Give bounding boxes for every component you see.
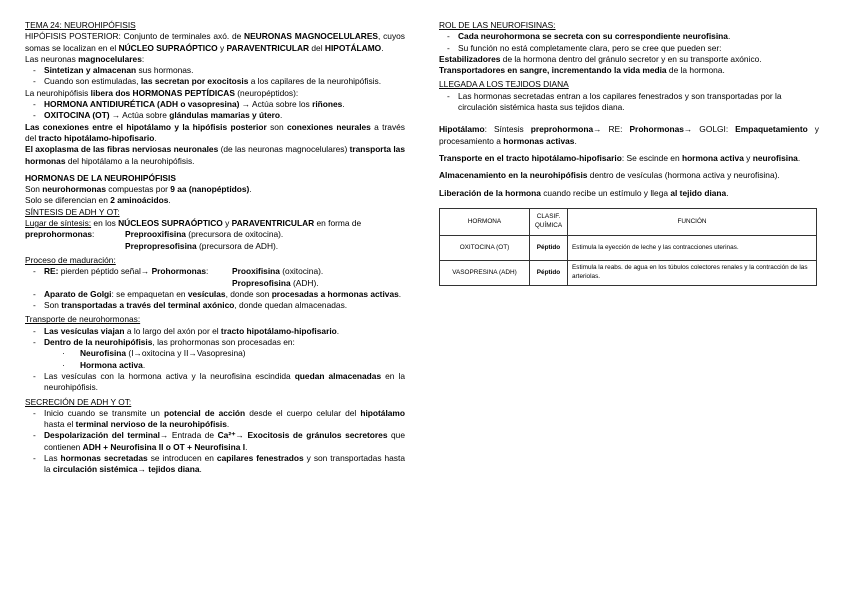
list-item: · Neurofisina (I→oxitocina y II→Vasopresina) bbox=[25, 348, 405, 359]
list-item: - Cada neurohormona se secreta con su correspondiente neurofisina. bbox=[439, 31, 819, 42]
magno-heading: Las neuronas magnocelulares: bbox=[25, 53, 145, 64]
rol-heading: ROL DE LAS NEUROFISINAS: bbox=[439, 20, 556, 30]
list-item: - Aparato de Golgi: se empaquetan en vesículas, donde son procesadas a hormonas activas. bbox=[25, 289, 405, 300]
table-row bbox=[440, 235, 817, 260]
table-cell: Estimula la reabs. de agua en los túbulos colectores renales y la contracción de las arteriolas. bbox=[568, 260, 817, 285]
list-item: - Sintetizan y almacenan sus hormonas. bbox=[25, 65, 405, 76]
prepro-2: Prepropresofisina (precursora de ADH). bbox=[125, 240, 279, 251]
prepro-1: Preprooxifisina (precursora de oxitocina). bbox=[125, 229, 284, 240]
proceso-list bbox=[25, 266, 405, 311]
transporte-sublist bbox=[25, 348, 405, 371]
hormonas-line-1: Son neurohormonas compuestas por 9 aa (nanopéptidos). bbox=[25, 184, 252, 195]
table-cell: VASOPRESINA (ADH) bbox=[440, 260, 530, 285]
intro-paragraph: HIPÓFISIS POSTERIOR: Conjunto de terminales axó. de NEURONAS MAGNOCELULARES, cuyos somas se localizan en el NÚCLEO SUPRAÓPTICO y PARAVENTRICULAR del HIPOTÁLAMO. bbox=[25, 31, 405, 53]
left-column bbox=[25, 20, 405, 476]
transporte-paragraph: Transporte en el tracto hipotálamo-hipofisario: Se escinde en hormona activa y neurofisina. bbox=[439, 152, 801, 163]
transporte-heading: Transporte de neurohormonas: bbox=[25, 314, 141, 325]
lugar-sintesis: Lugar de síntesis: en los NÚCLEOS SUPRAÓPTICO y PARAVENTRICULAR en forma de bbox=[25, 218, 362, 229]
table-header: FUNCIÓN bbox=[568, 208, 817, 235]
list-item: - HORMONA ANTIDIURÉTICA (ADH o vasopresina) → Actúa sobre los riñones. bbox=[25, 99, 405, 110]
list-item: - Son transportadas a través del terminal axónico, donde quedan almacenadas. bbox=[25, 300, 405, 311]
list-item: - RE: pierden péptido señal→ Prohormonas: Prooxifisina (oxitocina). Propresofisina (ADH). bbox=[25, 266, 405, 289]
axoplasma-paragraph: El axoplasma de las fibras nerviosas neuronales (de las neuronas magnocelulares) transporta las hormonas del hipotálamo a la neurohipófisis. bbox=[25, 144, 405, 166]
list-item: · Hormona activa. bbox=[25, 360, 405, 371]
list-item: - Su función no está completamente clara, pero se cree que pueden ser: bbox=[439, 43, 819, 54]
magno-list bbox=[25, 65, 405, 88]
liberacion-paragraph: Liberación de la hormona cuando recibe un estímulo y llega al tejido diana. bbox=[439, 187, 729, 198]
rol-estabilizadores: Estabilizadores de la hormona dentro del gránulo secretor y en su transporte axónico. bbox=[439, 53, 762, 64]
list-item: - Las vesículas viajan a lo largo del axón por el tracto hipotálamo-hipofisario. bbox=[25, 326, 405, 337]
page-title: TEMA 24: NEUROHIPÓFISIS bbox=[25, 20, 136, 30]
table-cell: Péptido bbox=[530, 260, 568, 285]
hormonas-table bbox=[439, 208, 817, 286]
right-column bbox=[439, 20, 819, 286]
conexiones-paragraph: Las conexiones entre el hipotálamo y la hipófisis posterior son conexiones neurales a través del tracto hipotálamo-hipofisario. bbox=[25, 121, 405, 143]
rol-list bbox=[439, 31, 819, 54]
libera-list bbox=[25, 99, 405, 122]
almacenamiento-paragraph: Almacenamiento en la neurohipófisis dentro de vesículas (hormona activa y neurofisina). bbox=[439, 170, 780, 181]
list-item: - Inicio cuando se transmite un potencial de acción desde el cuerpo celular del hipotálamo hasta el terminal nervioso de la neurohipófisis. bbox=[25, 408, 405, 431]
llegada-heading: LLEGADA A LOS TEJIDOS DIANA bbox=[439, 79, 569, 90]
list-item: - OXITOCINA (OT) → Actúa sobre glándulas mamarias y útero. bbox=[25, 110, 405, 121]
table-cell: Estimula la eyección de leche y las contracciones uterinas. bbox=[568, 235, 817, 260]
hipotalamo-paragraph: Hipotálamo: Síntesis preprohormona→ RE: Prohormonas→ GOLGI: Empaquetamiento y procesamiento a hormonas activas. bbox=[439, 124, 819, 146]
secrecion-heading: SECRECIÓN DE ADH Y OT: bbox=[25, 396, 132, 407]
table-header: CLASIF. QUÍMICA bbox=[530, 208, 568, 235]
table-header: HORMONA bbox=[440, 208, 530, 235]
table-cell: Péptido bbox=[530, 235, 568, 260]
rol-transportadores: Transportadores en sangre, incrementando la vida media de la hormona. bbox=[439, 65, 725, 76]
list-item: - Las vesículas con la hormona activa y la neurofisina escindida quedan almacenadas en la neurohipófisis. bbox=[25, 371, 405, 394]
table-header-row bbox=[440, 208, 817, 235]
transporte-list bbox=[25, 326, 405, 349]
list-item: - Las hormonas secretadas se introducen en capilares fenestrados y son transportadas hasta la circulación sistémica→ tejidos diana. bbox=[25, 453, 405, 476]
prepro-row: preprohormonas: Preprooxifisina (precursora de oxitocina). Prepropresofisina (precursora de ADH). bbox=[25, 229, 284, 251]
proceso-heading: Proceso de maduración: bbox=[25, 254, 116, 265]
list-item: - Las hormonas secretadas entran a los capilares fenestrados y son transportadas por la circulación sistémica hasta sus tejidos diana. bbox=[439, 91, 819, 114]
libera-heading: La neurohipófisis libera dos HORMONAS PEPTÍDICAS (neuropéptidos): bbox=[25, 87, 299, 98]
hormonas-line-2: Solo se diferencian en 2 aminoácidos. bbox=[25, 195, 171, 206]
hormonas-heading: HORMONAS DE LA NEUROHIPÓFISIS bbox=[25, 172, 176, 183]
table-row bbox=[440, 260, 817, 285]
list-item: - Cuando son estimuladas, las secretan por exocitosis a los capilares de la neurohipófisis. bbox=[25, 76, 405, 87]
secrecion-list bbox=[25, 408, 405, 476]
sintesis-heading: SÍNTESIS DE ADH Y OT: bbox=[25, 206, 120, 217]
list-item: - Despolarización del terminal→ Entrada de Ca²⁺→ Exocitosis de gránulos secretores que contienen ADH + Neurofisina II o OT + Neurofisina I. bbox=[25, 430, 405, 453]
llegada-list bbox=[439, 91, 819, 114]
list-item: - Dentro de la neurohipófisis, las prohormonas son procesadas en: bbox=[25, 337, 405, 348]
table-cell: OXITOCINA (OT) bbox=[440, 235, 530, 260]
transporte-list-2 bbox=[25, 371, 405, 394]
